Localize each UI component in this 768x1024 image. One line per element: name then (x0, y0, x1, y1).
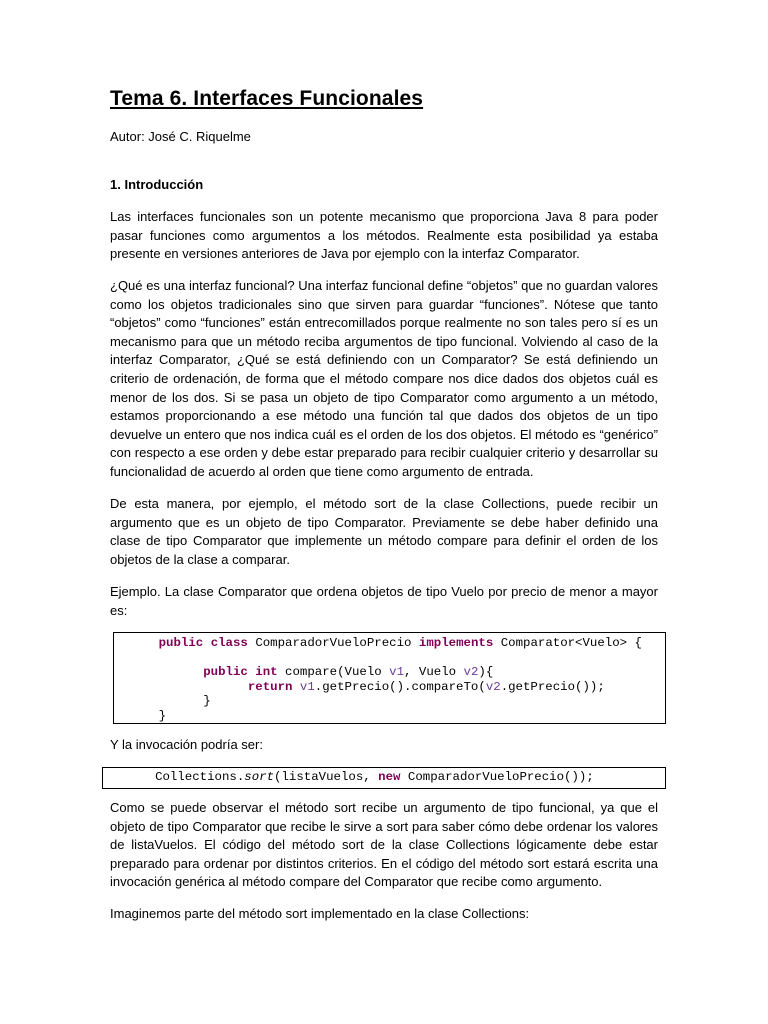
code-line-blank (114, 651, 665, 666)
code-line (114, 680, 665, 695)
code-param: v1 (389, 665, 405, 680)
code-keyword: return (247, 679, 293, 694)
code-block-invocation (102, 767, 666, 789)
code-text: .getPrecio().compareTo( (314, 679, 486, 694)
code-text: .getPrecio()); (500, 679, 605, 694)
code-param: v2 (485, 679, 501, 694)
code-brace: } (158, 708, 167, 723)
code-text: (listaVuelos, (274, 770, 379, 784)
code-block-comparator (113, 632, 666, 724)
code-text: Collections. (155, 770, 245, 784)
code-text: ComparadorVueloPrecio()); (407, 770, 594, 784)
paragraph-intro: Las interfaces funcionales son un potente mecanismo que proporciona Java 8 para poder pasar funciones como argumentos a los métodos. Realmente esta posibilidad ya estaba presente en versiones anteriores de Java por ejemplo con la interfaz Comparator. (110, 209, 658, 262)
paragraph-invocation-intro: Y la invocación podría ser: (110, 737, 263, 752)
code-param: v1 (299, 679, 315, 694)
code-keyword: implements (418, 636, 494, 650)
paragraph-example-intro: Ejemplo. La clase Comparator que ordena objetos de tipo Vuelo por precio de menor a mayor es: (110, 584, 658, 618)
code-text: , Vuelo (404, 665, 464, 680)
code-param: v2 (463, 665, 479, 680)
code-class-name: ComparadorVueloPrecio (255, 636, 412, 650)
code-line (114, 665, 665, 680)
code-line (114, 636, 665, 651)
paragraph-what-is: ¿Qué es una interfaz funcional? Una interfaz funcional define “objetos” que no guardan valores como los objetos tradicionales sino que sirven para guardar “funciones”. Nótese que tanto “objetos” como “funciones” están entrecomillados porque realmente no son tales pero sí es un mecanismo para que un método reciba argumentos de tipo funcional. Volviendo al caso de la interfaz Comparator, ¿Qué se está definiendo con un Comparator? Se está definiendo un criterio de ordenación, de forma que el método compare nos dice dados dos objetos cuál es menor de los dos. Si se pasa un objeto de tipo Comparator como argumento a un método, estamos proporcionando a ese método una función tal que dados dos objetos de un tipo devuelve un entero que nos indica cuál es el orden de los dos objetos. El método es “genérico” con respecto a ese orden y debe estar preparado para recibir cualquier criterio y desarrollar su funcionalidad de acuerdo al orden que tiene como argumento de entrada. (110, 278, 658, 479)
code-brace: } (203, 694, 211, 709)
code-keyword: class (210, 636, 248, 650)
author-line: Autor: José C. Riquelme (110, 129, 251, 144)
code-line (114, 694, 665, 709)
code-keyword: public (203, 665, 248, 680)
code-keyword: new (378, 770, 401, 784)
code-method: sort (244, 770, 275, 784)
section-heading: 1. Introducción (110, 177, 204, 192)
code-keyword: public (158, 636, 204, 650)
code-line (103, 770, 665, 785)
paragraph-explanation: Como se puede observar el método sort recibe un argumento de tipo funcional, ya que el objeto de tipo Comparator que recibe le sirve a sort para saber cómo debe ordenar los valores de listaVuelos. El código del método sort de la clase Collections lógicamente debe estar preparado para ordenar por distintos criterios. En el código del método sort estará escrita una invocación genérica al método compare del Comparator que recibe como argumento. (110, 800, 658, 890)
code-line (114, 709, 665, 724)
code-keyword: int (255, 665, 278, 680)
code-text: ){ (478, 665, 494, 680)
paragraph-sort-example: De esta manera, por ejemplo, el método sort de la clase Collections, puede recibir un argumento que es un objeto de tipo Comparator. Previamente se debe haber definido una clase de tipo Comparator que implemente un método compare para definir el orden de los objetos de la clase a comparar. (110, 496, 658, 567)
paragraph-imagine: Imaginemos parte del método sort implementado en la clase Collections: (110, 906, 530, 921)
page-title: Tema 6. Interfaces Funcionales (110, 87, 424, 110)
code-method-signature: compare(Vuelo (285, 665, 390, 680)
code-interface: Comparator<Vuelo> { (500, 636, 642, 650)
